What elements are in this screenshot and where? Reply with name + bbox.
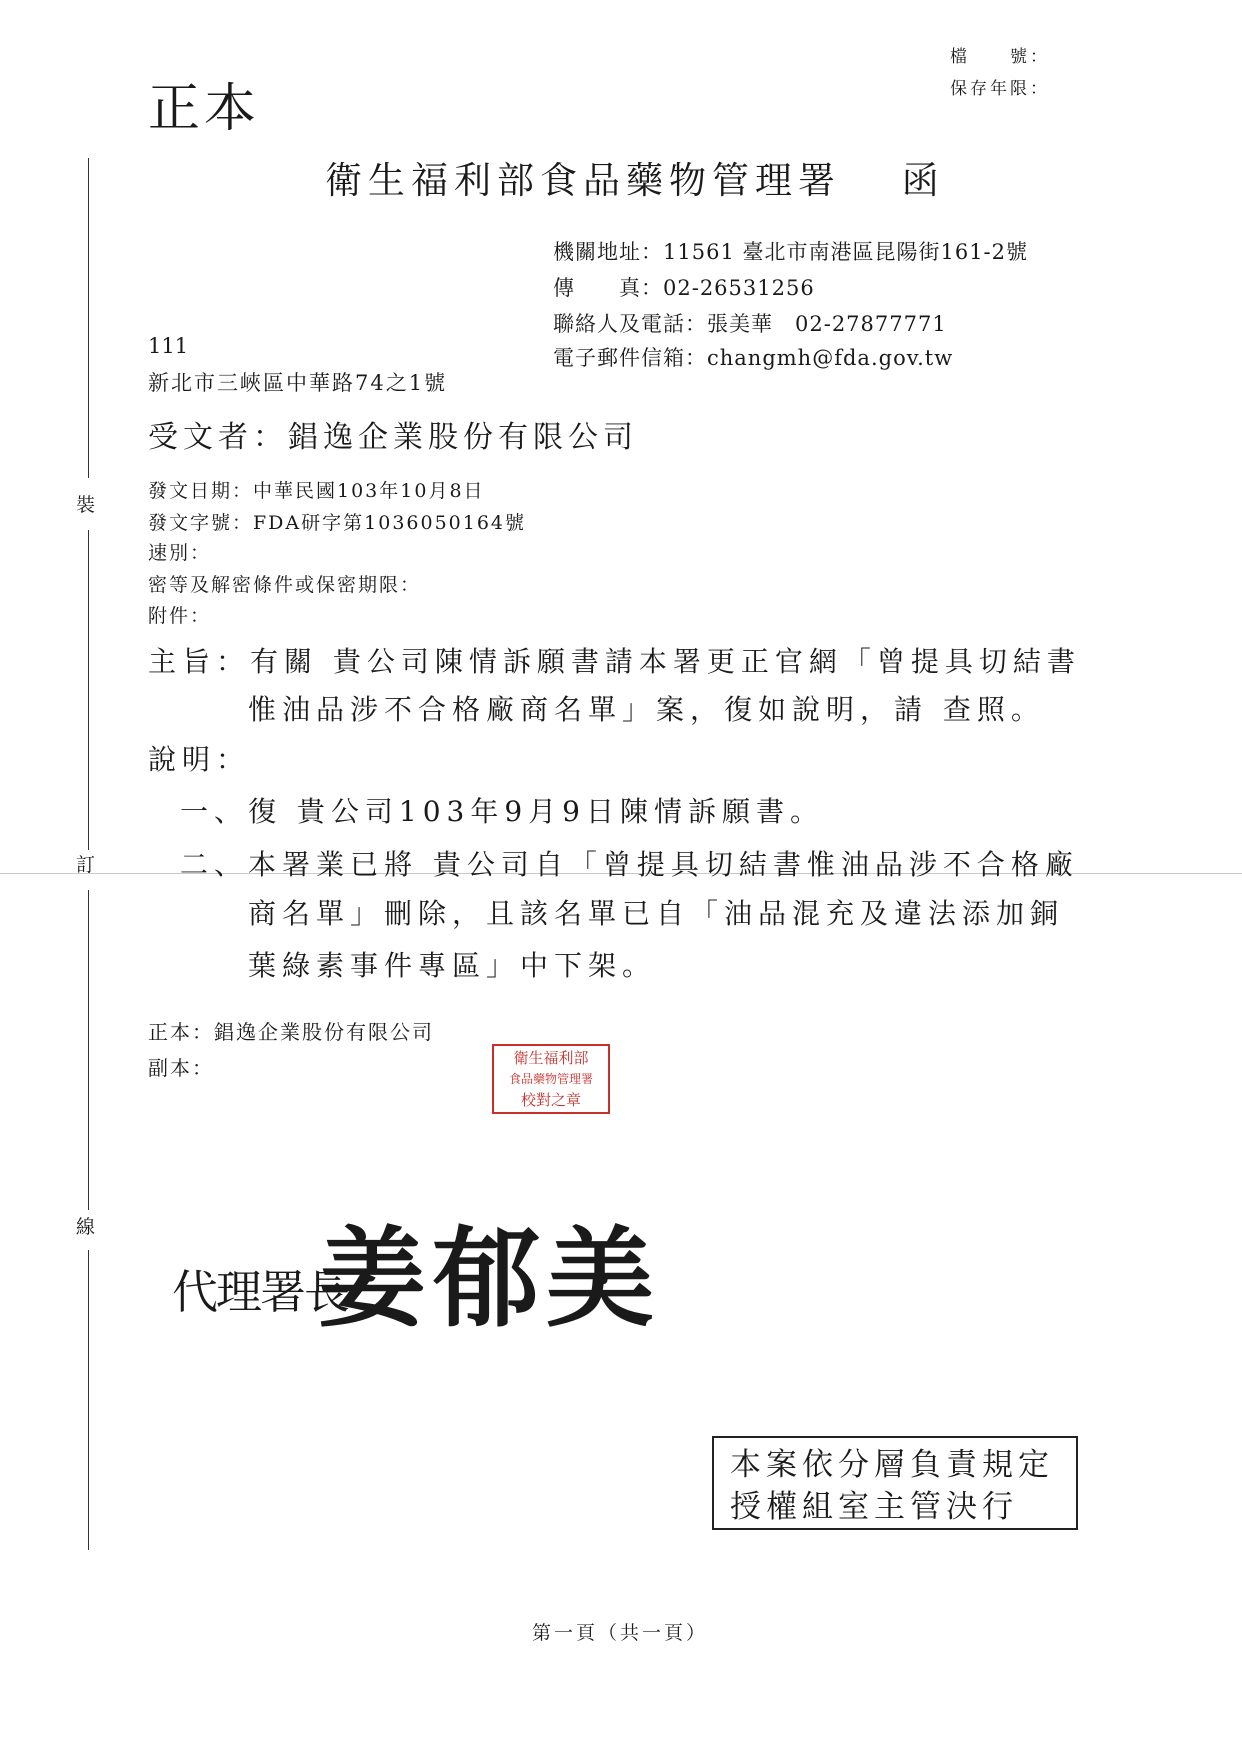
original-copy-label: 正本 [148, 79, 261, 139]
authority-line-1: 本案依分層負責規定 [730, 1447, 1054, 1483]
explanation-item-2-line-2: 商名單」刪除，且該名單已自「油品混充及違法添加銅 [248, 897, 1065, 930]
recipient: 受文者：錩逸企業股份有限公司 [148, 420, 638, 455]
recipient-address: 新北市三峽區中華路74之1號 [148, 371, 448, 395]
explanation-item-2-line-1: 二、本署業已將 貴公司自「曾提具切結書惟油品涉不合格廠 [180, 848, 1079, 881]
binding-line-segment [88, 158, 89, 478]
binding-line-segment [88, 1250, 89, 1550]
subject-line-1: 主旨：有關 貴公司陳情訴願書請本署更正官網「曾提具切結書 [148, 645, 1081, 678]
binding-mark-ding: 訂 [76, 854, 96, 876]
explanation-item-1: 一、復 貴公司103年9月9日陳情訴願書。 [180, 795, 824, 828]
contact-person: 聯絡人及電話：張美華 02-27877771 [553, 312, 947, 336]
binding-mark-zhuang: 裝 [76, 494, 96, 516]
retention-period-label: 保存年限： [950, 79, 1050, 99]
archive-number-label: 檔 號： [950, 47, 1050, 67]
distribution-original: 正本：錩逸企業股份有限公司 [148, 1020, 434, 1044]
subject-line-2: 惟油品涉不合格廠商名單」案，復如說明，請 查照。 [248, 693, 1045, 726]
issue-date: 發文日期：中華民國103年10月8日 [148, 480, 485, 502]
binding-line-segment [88, 530, 89, 850]
authority-line-2: 授權組室主管決行 [730, 1489, 1018, 1525]
binding-line-segment [88, 890, 89, 1210]
delivery-speed: 速別： [148, 542, 212, 564]
seal-line: 衛生福利部 [513, 1048, 589, 1067]
recipient-zip: 111 [148, 334, 189, 358]
agency-address: 機關地址：11561 臺北市南港區昆陽街161-2號 [553, 240, 1029, 264]
explanation-item-2-line-3: 葉綠素事件專區」中下架。 [248, 949, 657, 982]
explanation-label: 說明： [148, 743, 251, 776]
secrecy-level: 密等及解密條件或保密期限： [148, 574, 422, 596]
document-title: 衛生福利部食品藥物管理署 函 [325, 159, 945, 202]
page-number: 第一頁（共一頁） [532, 1622, 709, 1644]
seal-line: 校對之章 [520, 1090, 581, 1109]
signature-title: 代理署長 [172, 1265, 348, 1319]
signature-name: 姜郁美 [318, 1216, 661, 1342]
attachment: 附件： [148, 605, 212, 627]
agency-fax: 傳 真：02-26531256 [553, 276, 815, 300]
distribution-copy: 副本： [148, 1056, 214, 1080]
contact-email: 電子郵件信箱：changmh@fda.gov.tw [553, 346, 954, 370]
binding-mark-xian: 線 [76, 1216, 96, 1238]
proofreading-seal [492, 1044, 610, 1114]
document-number: 發文字號：FDA研字第1036050164號 [148, 512, 527, 534]
delegated-authority-box [712, 1436, 1078, 1530]
seal-line: 食品藥物管理署 [508, 1071, 593, 1086]
